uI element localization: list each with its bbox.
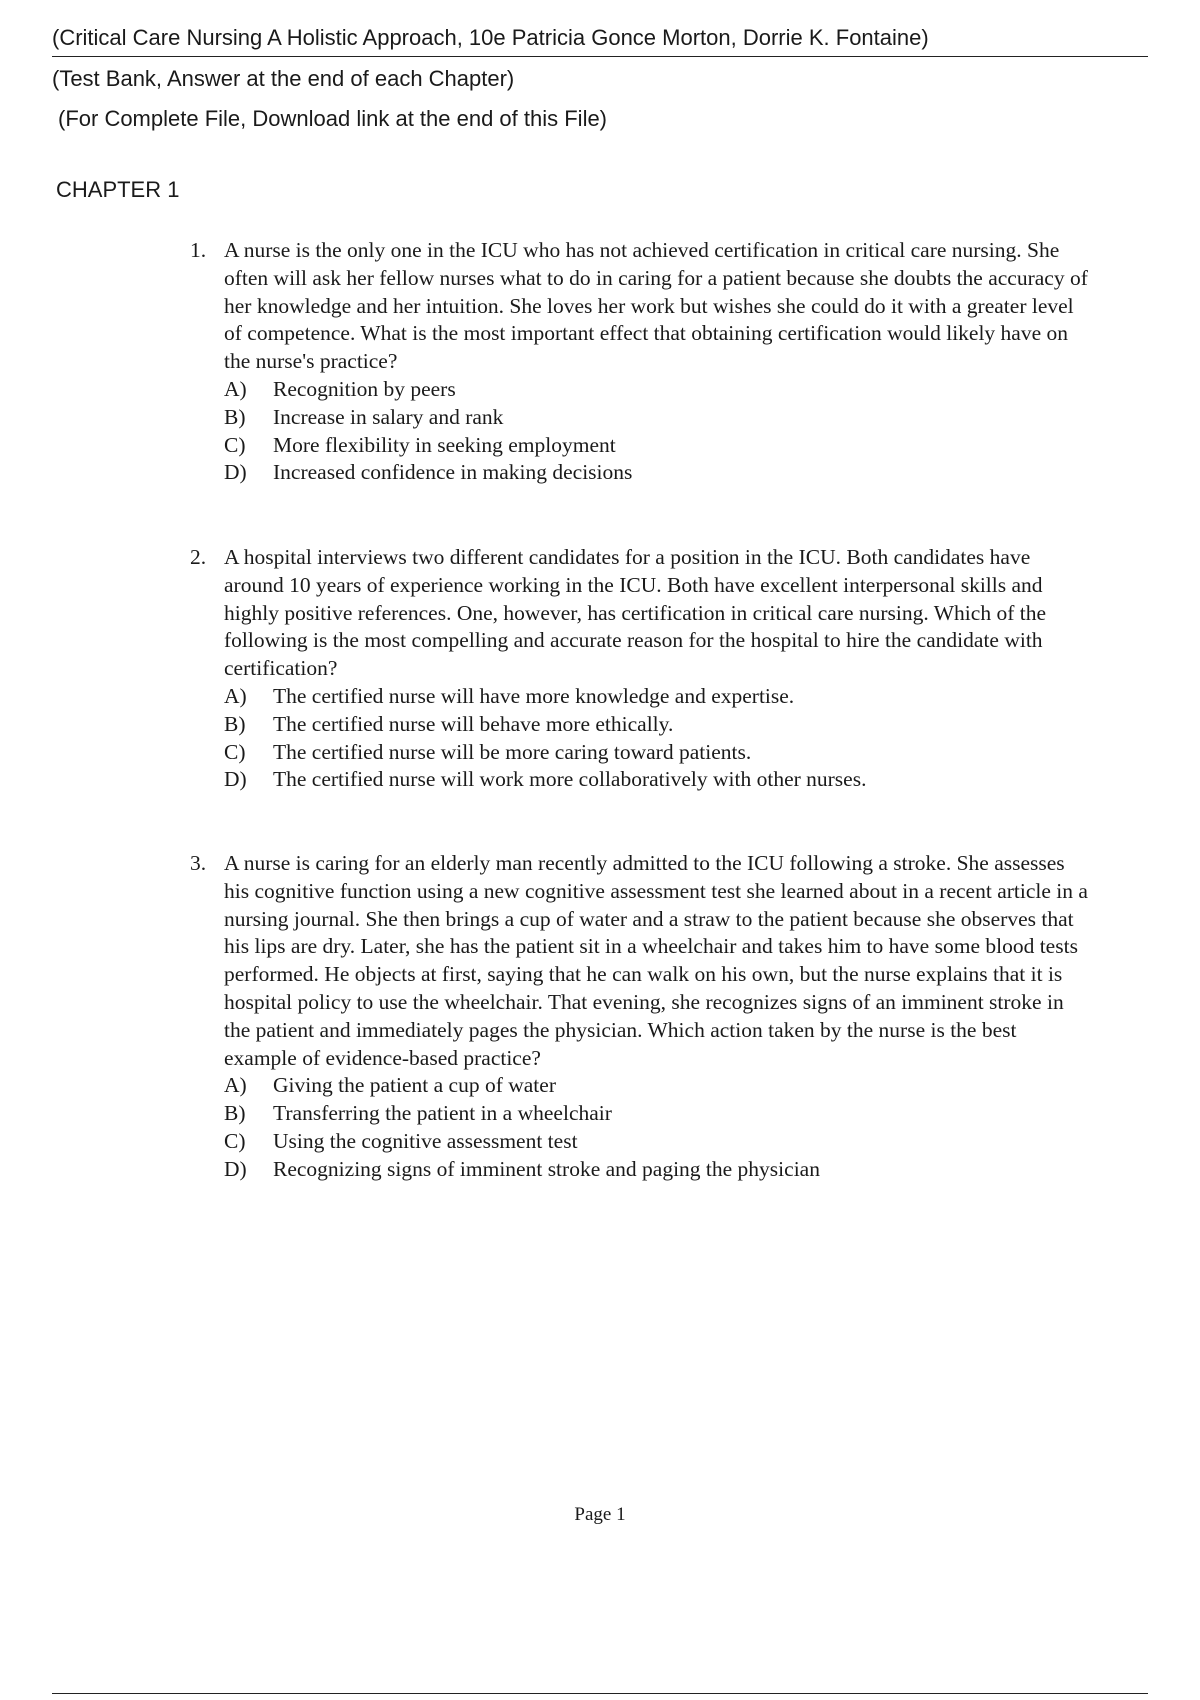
question-number: 1. bbox=[190, 238, 207, 262]
document-title: (Critical Care Nursing A Holistic Approach, 10e Patricia Gonce Morton, Dorrie K. Fontaine) bbox=[52, 25, 929, 50]
choice-letter: D) bbox=[224, 1156, 247, 1181]
question-stem bbox=[190, 850, 1090, 1072]
answer-choice bbox=[190, 376, 1090, 404]
answer-choice bbox=[190, 1100, 1090, 1128]
question-text: A hospital interviews two different candidates for a position in the ICU. Both candidates have around 10 years of experience working in the ICU. Both have excellent interpersonal skills and highly positive references. One, however, has certification in critical care nursing. Which of the following is the most compelling and accurate reason for the hospital to hire the candidate with certification? bbox=[224, 545, 1046, 681]
footer-divider bbox=[52, 1693, 1148, 1694]
test-bank-note: (Test Bank, Answer at the end of each Chapter) bbox=[52, 66, 515, 91]
choice-text: Using the cognitive assessment test bbox=[273, 1128, 578, 1153]
page-number: Page 1 bbox=[574, 1504, 626, 1525]
choice-letter: A) bbox=[224, 683, 247, 708]
question-text: A nurse is the only one in the ICU who has not achieved certification in critical care nursing. She often will ask her fellow nurses what to do in caring for a patient because she doubts the accuracy of her knowledge and her intuition. She loves her work but wishes she could do it with a greater level of competence. What is the most important effect that obtaining certification would likely have on the nurse's practice? bbox=[224, 238, 1088, 374]
choice-text: Increased confidence in making decisions bbox=[273, 460, 633, 485]
choice-text: Increase in salary and rank bbox=[273, 404, 504, 429]
answer-choice bbox=[190, 1072, 1090, 1100]
answer-choice bbox=[190, 404, 1090, 432]
answer-choice bbox=[190, 459, 1090, 487]
header-divider bbox=[52, 56, 1148, 57]
choice-text: Recognizing signs of imminent stroke and paging the physician bbox=[273, 1156, 820, 1181]
chapter-heading: CHAPTER 1 bbox=[56, 177, 180, 202]
answer-choice bbox=[190, 683, 1090, 711]
answer-choice bbox=[190, 432, 1090, 460]
choice-letter: A) bbox=[224, 1073, 247, 1098]
question-stem bbox=[190, 237, 1090, 376]
choice-letter: A) bbox=[224, 376, 247, 401]
choice-letter: B) bbox=[224, 404, 246, 429]
choice-text: The certified nurse will work more collaboratively with other nurses. bbox=[273, 767, 867, 792]
choice-text: The certified nurse will be more caring toward patients. bbox=[273, 739, 752, 764]
choice-letter: C) bbox=[224, 1128, 246, 1153]
answer-choice bbox=[190, 766, 1090, 794]
question-number: 2. bbox=[190, 545, 207, 569]
question-2 bbox=[190, 544, 1090, 794]
question-text: A nurse is caring for an elderly man recently admitted to the ICU following a stroke. She assesses his cognitive function using a new cognitive assessment test she learned about in a recent article in a nursing journal. She then brings a cup of water and a straw to the patient because she observes that his lips are dry. Later, she has the patient sit in a wheelchair and takes him to have some blood tests performed. He objects at first, saying that he can walk on his own, but the nurse explains that it is hospital policy to use the wheelchair. That evening, she recognizes signs of an imminent stroke in the patient and immediately pages the physician. Which action taken by the nurse is the best example of evidence-based practice? bbox=[224, 851, 1088, 1070]
choice-letter: D) bbox=[224, 767, 247, 792]
choice-letter: D) bbox=[224, 460, 247, 485]
choice-text: Giving the patient a cup of water bbox=[273, 1073, 556, 1098]
choice-letter: B) bbox=[224, 711, 246, 736]
choice-text: Recognition by peers bbox=[273, 376, 456, 401]
answer-choice bbox=[190, 739, 1090, 767]
question-1 bbox=[190, 237, 1090, 487]
choice-text: The certified nurse will have more knowledge and expertise. bbox=[273, 683, 795, 708]
choice-text: Transferring the patient in a wheelchair bbox=[273, 1101, 612, 1126]
choice-text: More flexibility in seeking employment bbox=[273, 432, 616, 457]
download-note: (For Complete File, Download link at the end of this File) bbox=[58, 106, 608, 131]
choice-text: The certified nurse will behave more ethically. bbox=[273, 711, 674, 736]
answer-choice bbox=[190, 711, 1090, 739]
choice-letter: B) bbox=[224, 1101, 246, 1126]
answer-choice bbox=[190, 1156, 1090, 1184]
answer-choice bbox=[190, 1128, 1090, 1156]
question-stem bbox=[190, 544, 1090, 683]
question-number: 3. bbox=[190, 851, 207, 875]
choice-letter: C) bbox=[224, 739, 246, 764]
choice-letter: C) bbox=[224, 432, 246, 457]
question-3 bbox=[190, 850, 1090, 1184]
